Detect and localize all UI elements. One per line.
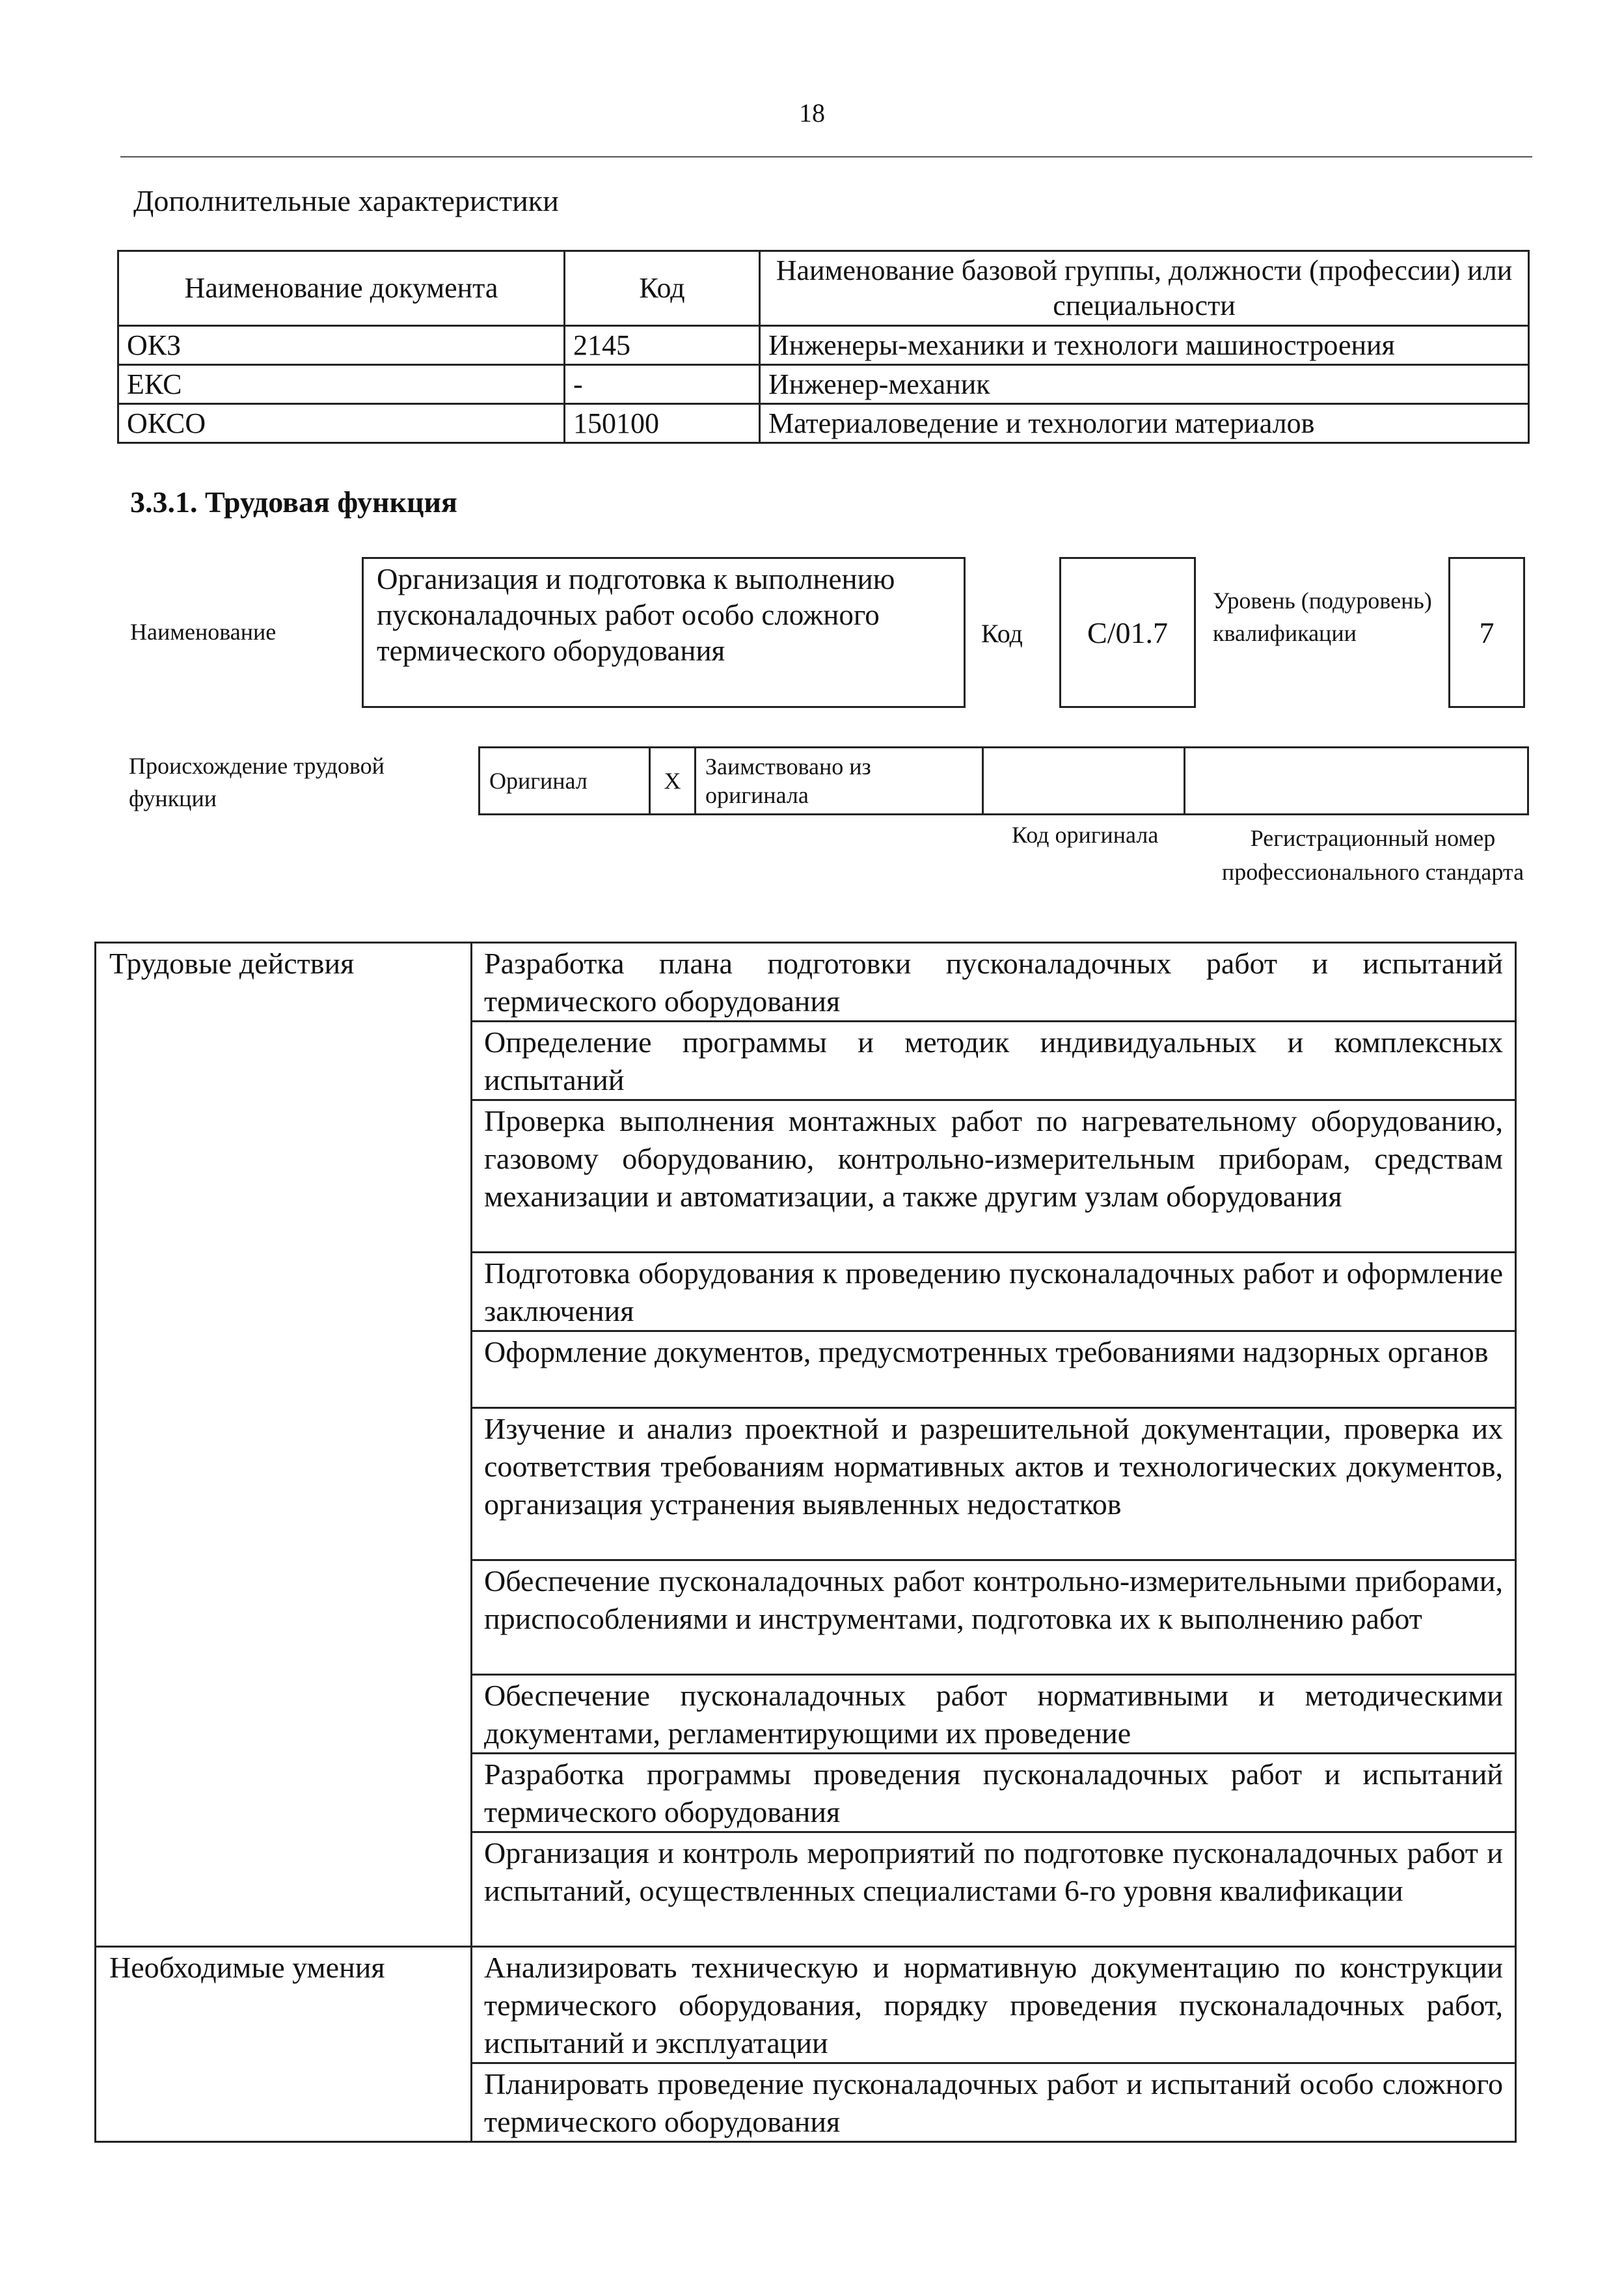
code-label: Код: [981, 619, 1023, 648]
function-name-box: Организация и подготовка к выполнению пусконаладочных работ особо сложного термического оборудования: [362, 557, 966, 708]
additional-characteristics-title: Дополнительные характеристики: [133, 184, 559, 217]
table-row: [118, 365, 1529, 404]
original-mark: X: [650, 748, 696, 815]
origin-label: Происхождение трудовой функции: [129, 753, 385, 811]
header-group-name: Наименование базовой группы, должности (профессии) или специальности: [760, 251, 1529, 326]
labor-action: Проверка выполнения монтажных работ по нагревательному оборудованию, газовому оборудованию, контрольно-измерительным приборам, средствам механизации и автоматизации, а также другим узлам оборудования: [472, 1100, 1516, 1253]
cell-name: Материаловедение и технологии материалов: [760, 404, 1529, 443]
cell-code: 2145: [565, 326, 760, 365]
header-code: Код: [565, 251, 760, 326]
origin-row: [480, 748, 1528, 815]
labor-action: Изучение и анализ проектной и разрешительной документации, проверка их соответствия требованиям нормативных актов и технологических документов, организация устранения выявленных недостатков: [472, 1408, 1516, 1560]
labor-action: Организация и контроль мероприятий по подготовке пусконаладочных работ и испытаний, осуществленных специалистами 6-го уровня квалификации: [472, 1832, 1516, 1947]
page-number: 18: [799, 98, 825, 128]
original-code-caption: Код оригинала: [1012, 822, 1159, 848]
labor-action: Разработка плана подготовки пусконаладочных работ и испытаний термического оборудования: [472, 943, 1516, 1022]
name-label: Наименование: [130, 619, 277, 645]
cell-code: 150100: [565, 404, 760, 443]
labor-action: Обеспечение пусконаладочных работ контрольно-измерительными приборами, приспособлениями и инструментами, подготовка их к выполнению работ: [472, 1560, 1516, 1675]
origin-table: [478, 746, 1529, 815]
table-header-row: [118, 251, 1529, 326]
table-row: [96, 1947, 1516, 2063]
registration-number-cell: [1185, 748, 1528, 815]
original-code-cell: [983, 748, 1185, 815]
skills-category: Необходимые умения: [96, 1947, 472, 2142]
original-label: Оригинал: [480, 748, 650, 815]
labor-action: Обеспечение пусконаладочных работ нормативными и методическими документами, регламентирующими их проведение: [472, 1675, 1516, 1754]
skill: Анализировать техническую и нормативную документацию по конструкции термического оборудования, порядку проведения пусконаладочных работ, испытаний и эксплуатации: [472, 1947, 1516, 2063]
labor-actions-table: [94, 942, 1517, 2143]
cell-code: -: [565, 365, 760, 404]
header-doc-name: Наименование документа: [118, 251, 565, 326]
skill: Планировать проведение пусконаладочных работ и испытаний особо сложного термического оборудования: [472, 2063, 1516, 2142]
registration-number-caption: Регистрационный номер профессионального стандарта: [1221, 825, 1524, 885]
table-row: [118, 404, 1529, 443]
qualification-level-box: 7: [1448, 557, 1525, 708]
cell-doc: ОКЗ: [118, 326, 565, 365]
table-row: [96, 943, 1516, 1022]
labor-action: Подготовка оборудования к проведению пусконаладочных работ и оформление заключения: [472, 1253, 1516, 1331]
borrowed-label: Заимствовано из оригинала: [696, 748, 983, 815]
cell-name: Инженеры-механики и технологи машиностроения: [760, 326, 1529, 365]
header-rule: [120, 156, 1532, 157]
labor-action: Оформление документов, предусмотренных требованиями надзорных органов: [472, 1331, 1516, 1408]
qualification-level-label: Уровень (подуровень) квалификации: [1213, 588, 1432, 646]
cell-name: Инженер-механик: [760, 365, 1529, 404]
cell-doc: ЕКС: [118, 365, 565, 404]
table-row: [118, 326, 1529, 365]
additional-characteristics-table: [117, 250, 1530, 444]
function-code-box: C/01.7: [1059, 557, 1196, 708]
labor-function-heading: 3.3.1. Трудовая функция: [130, 485, 457, 519]
labor-actions-category: Трудовые действия: [96, 943, 472, 1947]
cell-doc: ОКСО: [118, 404, 565, 443]
labor-action: Разработка программы проведения пусконаладочных работ и испытаний термического оборудования: [472, 1754, 1516, 1832]
labor-action: Определение программы и методик индивидуальных и комплексных испытаний: [472, 1022, 1516, 1100]
